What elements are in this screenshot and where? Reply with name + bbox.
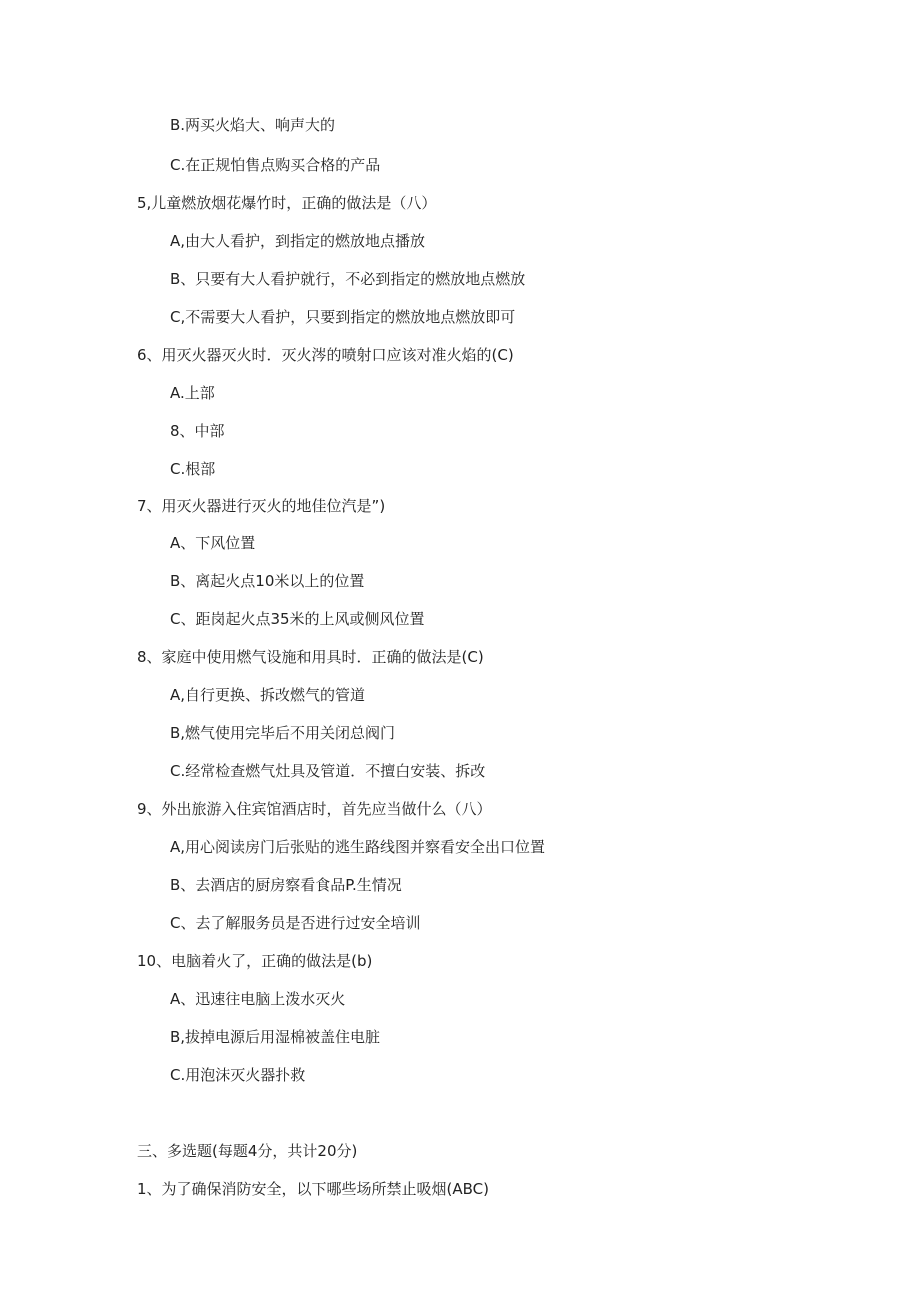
option-line: B,拔掉电源后用湿棉被盖住电脏 xyxy=(170,1028,381,1046)
option-line: A、迅速往电脑上泼水灭火 xyxy=(170,990,346,1008)
option-line: C、去了解服务员是否进行过安全培训 xyxy=(170,914,421,932)
option-line: C、距岗起火点35米的上风或侧风位置 xyxy=(170,610,425,628)
question-line: 1、为了确保消防安全，以下哪些场所禁止吸烟(ABC) xyxy=(137,1180,490,1198)
question-line: 5,儿童燃放烟花爆竹时，正确的做法是（八） xyxy=(137,194,437,212)
question-line: 9、外出旅游入住宾馆酒店时，首先应当做什么（八） xyxy=(137,800,492,818)
option-line: A,由大人看护，到指定的燃放地点播放 xyxy=(170,232,426,250)
option-line: B,燃气使用完毕后不用关闭总阀门 xyxy=(170,724,396,742)
option-line: A、下风位置 xyxy=(170,534,256,552)
section-heading: 三、多选题(每题4分，共计20分) xyxy=(137,1142,358,1160)
question-line: 8、家庭中使用燃气设施和用具时．正确的做法是(C) xyxy=(137,648,484,666)
option-line: B、离起火点10米以上的位置 xyxy=(170,572,365,590)
option-line: B、只要有大人看护就行，不必到指定的燃放地点燃放 xyxy=(170,270,526,288)
option-line: A.上部 xyxy=(170,384,215,402)
option-line: C.在正规怕售点购买合格的产品 xyxy=(170,156,381,174)
option-line: A,用心阅读房门后张贴的逃生路线图并察看安全出口位置 xyxy=(170,838,546,856)
option-line: C.根部 xyxy=(170,460,216,478)
option-line: B、去酒店的厨房察看食品P.生情况 xyxy=(170,876,402,894)
question-line: 7、用灭火器进行灭火的地佳位汽是”) xyxy=(137,497,386,515)
option-line: 8、中部 xyxy=(170,422,225,440)
option-line: B.两买火焰大、响声大的 xyxy=(170,116,336,134)
question-line: 6、用灭火器灭火时．灭火涔的喷射口应该对准火焰的(C) xyxy=(137,346,514,364)
question-line: 10、电脑着火了，正确的做法是(b) xyxy=(137,952,373,970)
option-line: A,自行更换、拆改燃气的管道 xyxy=(170,686,366,704)
option-line: C.经常检查燃气灶具及管道．不擅白安装、拆改 xyxy=(170,762,486,780)
option-line: C.用泡沫灭火器扑救 xyxy=(170,1066,306,1084)
option-line: C,不需要大人看护，只要到指定的燃放地点燃放即可 xyxy=(170,308,516,326)
